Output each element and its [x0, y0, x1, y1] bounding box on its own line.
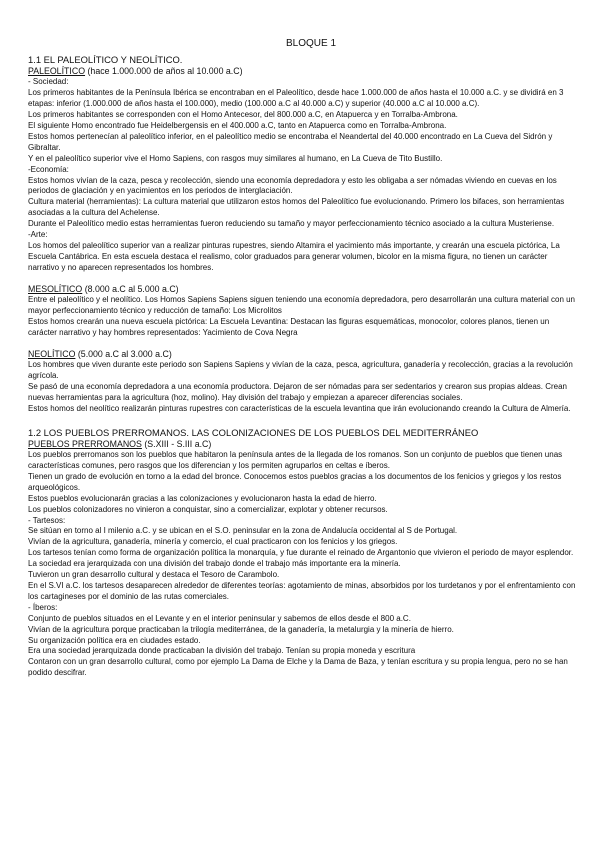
period-name: PALEOLÍTICO: [28, 66, 86, 76]
period-range: (hace 1.000.000 de años al 10.000 a.C): [85, 66, 243, 76]
paragraph: -Arte:: [28, 230, 48, 240]
paragraph: - Tartesos:: [28, 515, 66, 525]
period-range: (5.000 a.C al 3.000 a.C): [75, 348, 172, 359]
paragraph: Los pueblos colonizadores no vinieron a conquistar, sino a comercializar, explotar y obtener recursos.: [28, 504, 388, 514]
paragraph: Estos pueblos evolucionarán gracias a las colonizaciones y evolucionaron hasta la edad de hierro.: [28, 493, 377, 503]
period-name: PUEBLOS PRERROMANOS: [28, 438, 142, 449]
period-range: (8.000 a.C al 5.000 a.C): [82, 283, 179, 294]
paragraph: - Íberos:: [28, 602, 58, 612]
page-title: BLOQUE 1: [285, 38, 337, 49]
paragraph: Tienen un grado de evolución en torno a la edad del bronce. Conocemos estos pueblos gracias a los documentos de los fenicios y griegos y los restos arqueológicos.: [28, 471, 562, 492]
period-name: MESOLÍTICO: [28, 283, 83, 294]
paragraph: Contaron con un gran desarrollo cultural, como por ejemplo La Dama de Elche y la Dama de Baza, y tenían escritura y su propia lengua, pero no se han podido descifrar.: [28, 657, 568, 678]
period-heading: [28, 66, 576, 77]
paragraph: Estos homos pertenecían al paleolítico inferior, en el paleolítico medio se encontraba el Neandertal del 40.000 encontrado en La Cueva del Sidrón y Gibraltar.: [28, 131, 553, 152]
period-heading: [28, 284, 576, 295]
paragraph: Cultura material (herramientas): La cultura material que utilizaron estos homos del Paleolítico fue evolucionando. Primero los bifaces, son herramientas asociadas a la cultura del Achelense.: [28, 197, 565, 218]
paragraph: Los primeros habitantes se corresponden con el Homo Antecesor, del 800.000 a.C, en Atapuerca y en Torralba-Ambrona.: [28, 110, 458, 120]
paragraph: -Economía:: [28, 164, 69, 174]
paragraph: Los pueblos prerromanos son los pueblos que habitaron la península antes de la llegada de los romanos. Son un conjunto de pueblos que tienen unas características comunes, pero rasgos que los diferencian y los permiten agruparlos en celtas e íberos.: [28, 450, 563, 470]
paragraph: Su organización política era en ciudades estado.: [28, 635, 201, 645]
paragraph: - Sociedad:: [28, 77, 69, 87]
period-heading: [28, 439, 576, 450]
paragraph: Los hombres que viven durante este periodo son Sapiens Sapiens y vivían de la caza, pesca, agricultura, ganadería y recolección, gracias a la revolución agrícola.: [28, 360, 573, 381]
paragraph: Se sitúan en torno al I milenio a.C. y se ubican en el S.O. peninsular en la zona de Andalucía occidental al S de Portugal.: [28, 526, 458, 536]
paragraph: Era una sociedad jerarquizada donde practicaban la división del trabajo. Tenían su propia moneda y escritura: [28, 646, 416, 656]
paragraph: Vivían de la agricultura, ganadería, minería y comercio, el cual practicaron con los fenicios y los griegos.: [28, 537, 398, 547]
paragraph: Vivían de la agricultura porque practicaban la trilogía mediterránea, de la ganadería, la metalurgia y la minería de hierro.: [28, 624, 454, 634]
paragraph: Los primeros habitantes de la Península Ibérica se encontraban en el Paleolítico, desde hace 1.000.000 de años hasta el 10.000 a.C. y se dividirá en 3 etapas: inferior (1.000.000 de años hasta el 100.000), medio (100.000 a.C al 40.000 a.C) y superior (40.000 a.C al 10.000 a.C).: [28, 88, 564, 109]
paragraph: Los homos del paleolítico superior van a realizar pinturas rupestres, siendo Altamira el yacimiento más importante, y crearán una escuela pictórica, La Escuela Cantábrica. En esta escuela destaca el realismo, color graduados para generar volumen, bicolor en la misma figura, no tienen un carácter narrativo y no aparecen representados los hombres.: [28, 241, 560, 272]
paragraph: Estos homos del neolítico realizarán pinturas rupestres con características de la escuela levantina que irán evolucionando creando la Cultura de Almería.: [28, 403, 571, 413]
paragraph: Los tartesos tenían como forma de organización política la monarquía, y fue durante el reinado de Argantonio que vivieron el periodo de mayor esplendor.: [28, 548, 574, 558]
period-range: (S.XIII - S.III a.C): [141, 438, 212, 449]
paragraph: Se pasó de una economía depredadora a una economía productora. Dejaron de ser nómadas para ser sedentarios y crearon sus propias aldeas. Crean nuevas herramientas para la agricultura (hoz, molino). Hay división del trabajo y empiezan a aparecer diferencias sociales.: [28, 381, 567, 402]
paragraph: El siguiente Homo encontrado fue Heidelbergensis en el 400.000 a.C, tanto en Atapuerca como en Torralba-Ambrona.: [28, 121, 447, 131]
paragraph: Durante el Paleolítico medio estas herramientas fueron reduciendo su tamaño y mayor perfeccionamiento técnico asociado a la cultura Musteriense.: [28, 219, 555, 229]
paragraph: Conjunto de pueblos situados en el Levante y en el interior peninsular y sabemos de ellos desde el 800 a.C.: [28, 613, 411, 623]
period-heading: [28, 349, 576, 360]
paragraph: Entre el paleolítico y el neolítico. Los Homos Sapiens Sapiens siguen teniendo una economía depredadora, pero desarrollarán una cultura material con un mayor perfeccionamiento técnico y reducción de tamaño: Los Microlitos: [28, 295, 576, 316]
paragraph: Tuvieron un gran desarrollo cultural y destaca el Tesoro de Carambolo.: [28, 570, 280, 580]
paragraph: La sociedad era jerarquizada con una división del trabajo donde el trabajo más importante era la minería.: [28, 559, 401, 569]
paragraph: Estos homos crearán una nueva escuela pictórica: La Escuela Levantina: Destacan las figuras esquemáticas, monocolor, colores planos, tienen un carácter narrativo y hay hombres representados: Yacimiento de Cova Negra: [28, 316, 550, 337]
section-heading: 1.1 EL PALEOLÍTICO Y NEOLÍTICO.: [28, 54, 183, 65]
paragraph: En el S.VI a.C. los tartesos desaparecen alrededor de diferentes teorías: agotamiento de minas, absorbidos por los turdetanos y por el enfrentamiento con los cartagineses por el dominio de las rutas comerciales.: [28, 580, 576, 601]
period-name: NEOLÍTICO: [28, 348, 76, 359]
paragraph: Y en el paleolítico superior vive el Homo Sapiens, con rasgos muy similares al humano, en La Cueva de Tito Bustillo.: [28, 153, 443, 163]
paragraph: Estos homos vivían de la caza, pesca y recolección, siendo una economía depredadora y esto les obligaba a ser nómadas viviendo en cuevas en los periodos de glaciación y en yacimientos en los periodos de interglaciación.: [28, 175, 557, 196]
section-heading: 1.2 LOS PUEBLOS PRERROMANOS. LAS COLONIZACIONES DE LOS PUEBLOS DEL MEDITERRÁNEO: [28, 426, 479, 438]
